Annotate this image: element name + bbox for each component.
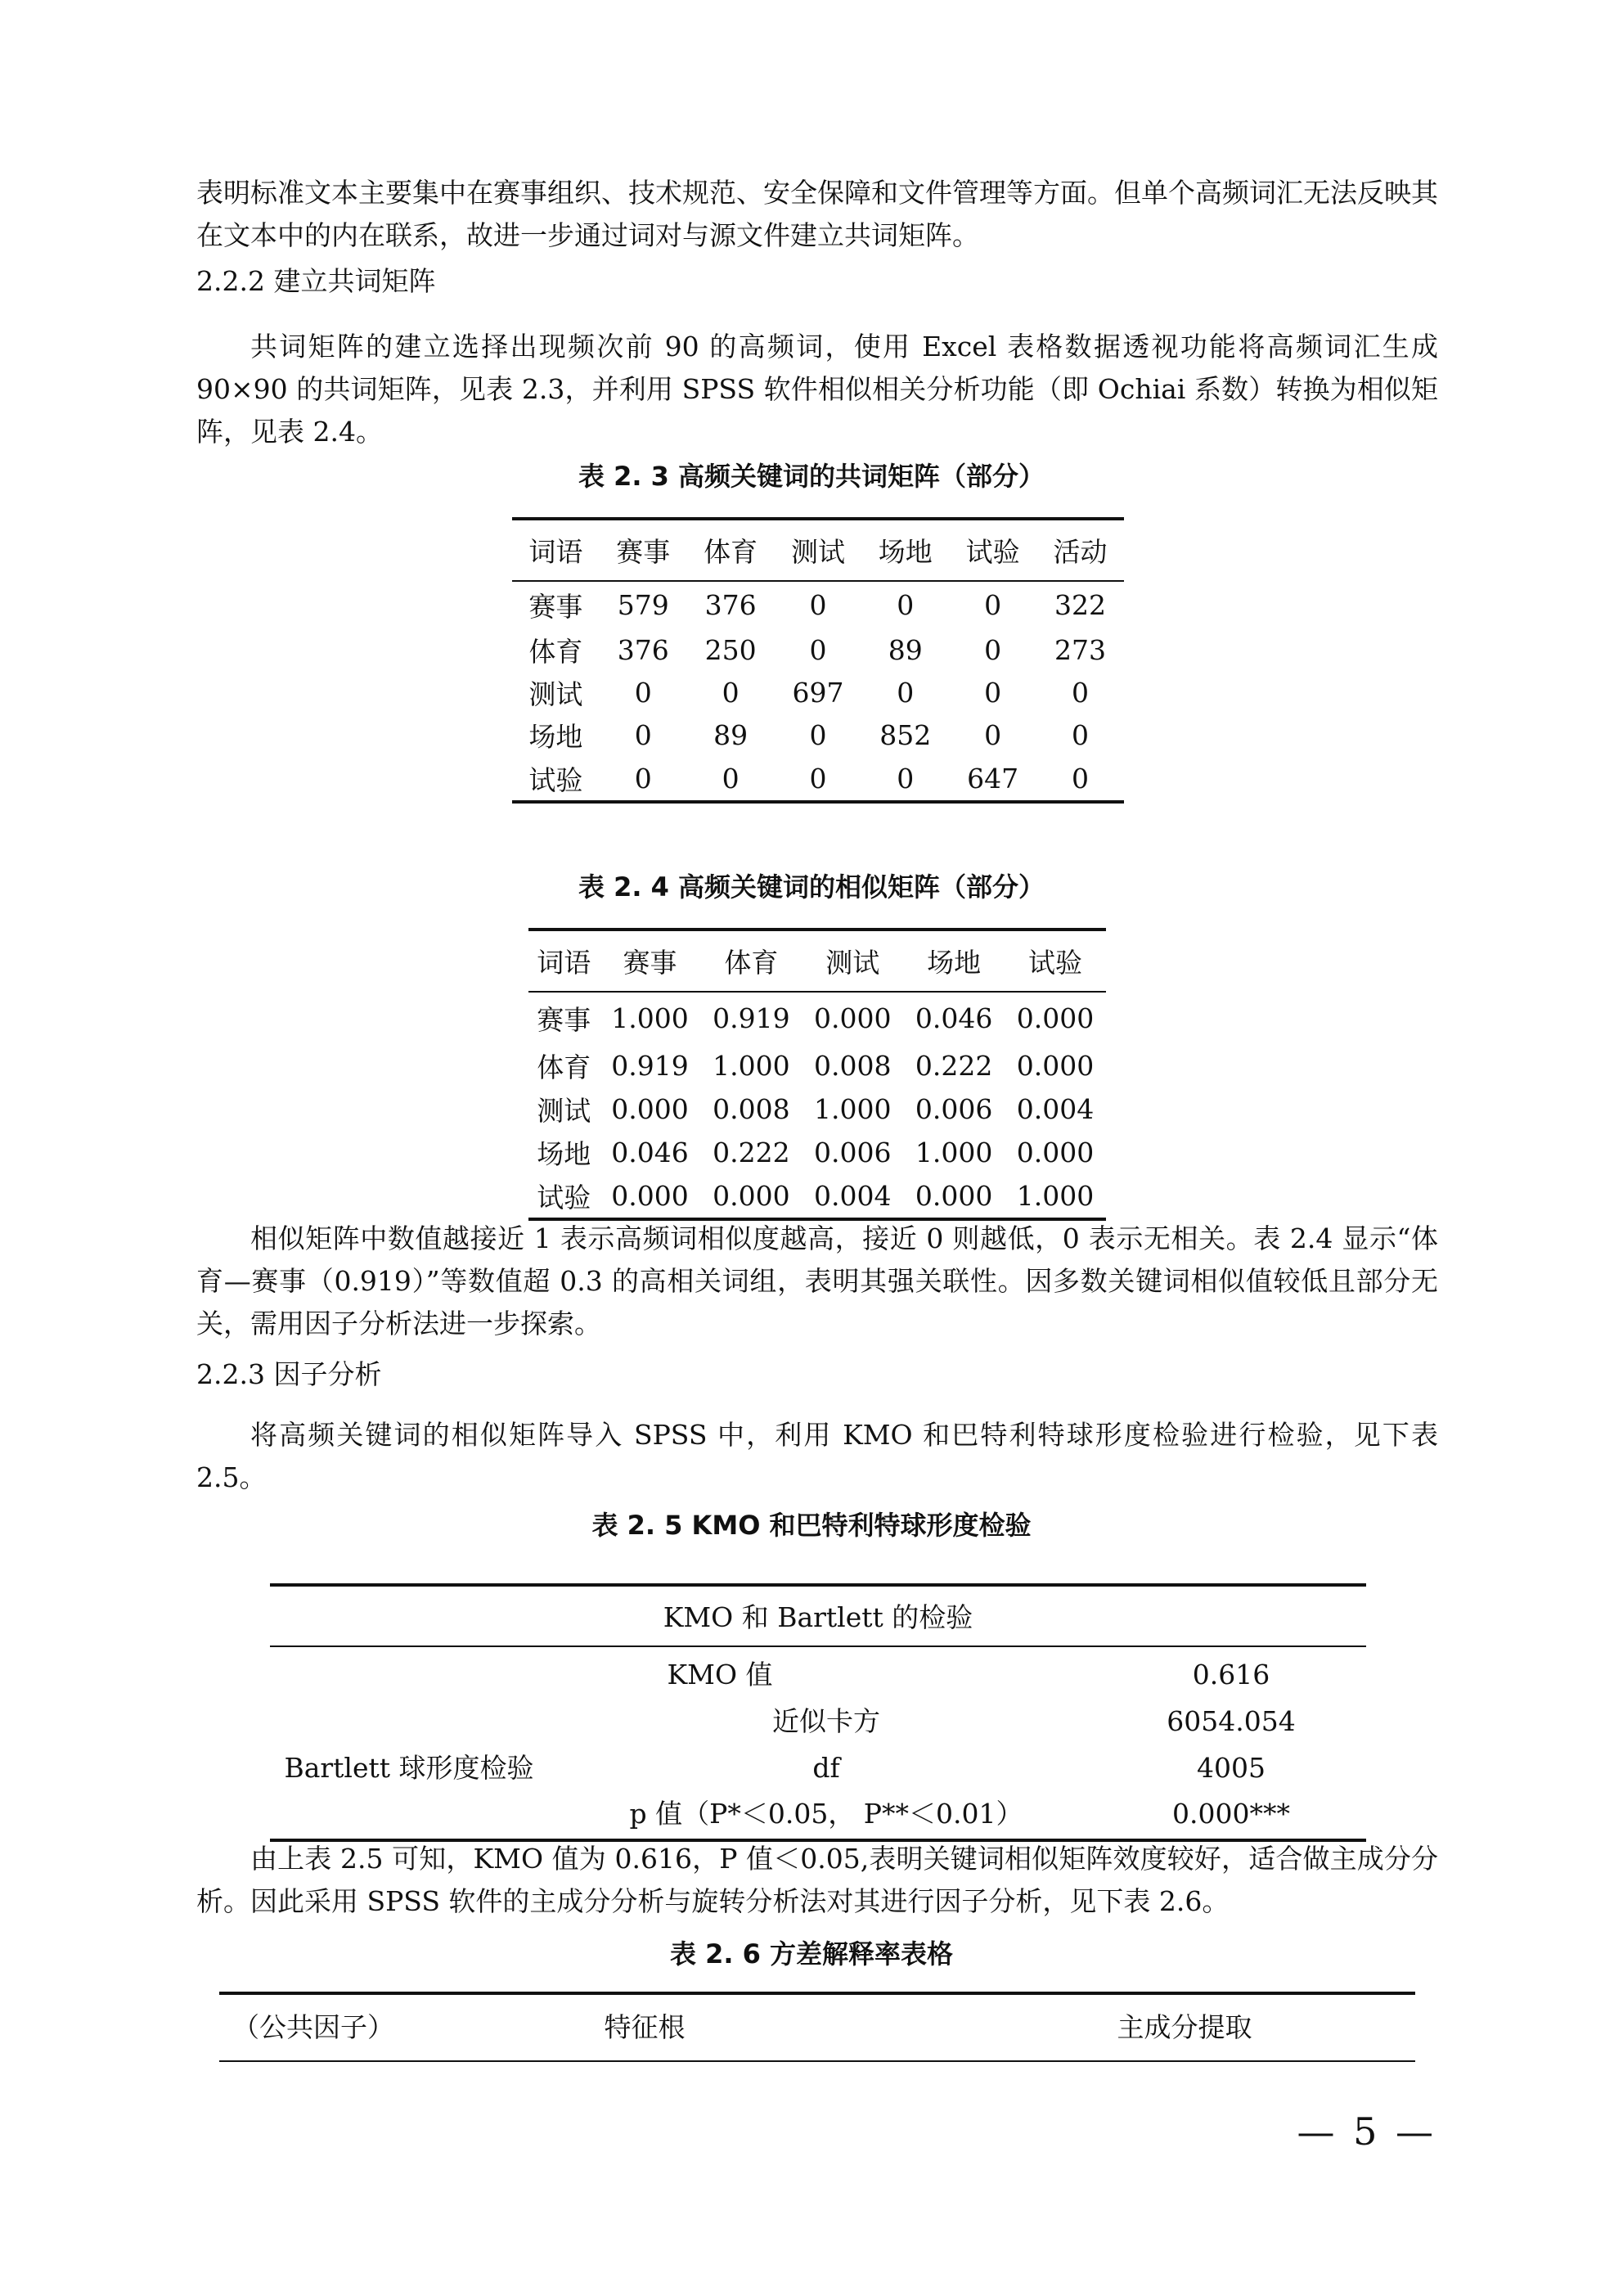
table-cell: 0.046 <box>611 1137 689 1168</box>
table-cell: KMO 值 <box>667 1659 773 1690</box>
table-cell: df <box>812 1752 840 1784</box>
table-similarity-matrix <box>528 928 1106 1221</box>
table-cell: 0.008 <box>814 1050 892 1082</box>
table-header-cell: 赛事 <box>616 536 671 568</box>
paragraph-kmo-result: 由上表 2.5 可知，KMO 值为 0.616，P 值＜0.05,表明关键词相似矩阵效度较好，适合做主成分分析。因此采用 SPSS 软件的主成分分析与旋转分析法对其进行因子分析，见下表 2.6。 <box>196 1843 1438 1917</box>
table-cell: 0 <box>634 762 652 795</box>
table-cell: 赛事 <box>537 1004 591 1036</box>
paragraph-similarity: 相似矩阵中数值越接近 1 表示高频词相似度越高，接近 0 则越低，0 表示无相关。表 2.4 显示“体育—赛事（0.919）”等数值超 0.3 的高相关词组，表明其强关联性。因多数关键词相似值较低且部分无关，需用因子分析法进一步探索。 <box>196 1222 1438 1339</box>
table-cell: 0 <box>984 589 1002 621</box>
table-cell: 0 <box>634 718 652 751</box>
table-cell: 场地 <box>528 720 583 753</box>
table-cell: 0 <box>1072 676 1090 709</box>
table-cell: 89 <box>713 718 749 751</box>
table-cell: 0.919 <box>713 1002 790 1034</box>
table-cell: 0.000 <box>814 1002 892 1034</box>
table-cell: 1.000 <box>915 1137 993 1168</box>
table-rule <box>270 1645 1366 1647</box>
section-heading-2-2-2: 2.2.2 建立共词矩阵 <box>196 265 436 297</box>
table-cell: 0 <box>897 589 915 621</box>
table-cell: 1.000 <box>1016 1180 1095 1212</box>
table-cell: 0 <box>809 718 827 751</box>
table-caption-2-4: 表 2. 4 高频关键词的相似矩阵（部分） <box>578 871 1045 903</box>
table-cell: 0.006 <box>814 1137 892 1168</box>
table-cell: 1.000 <box>611 1002 689 1034</box>
table-caption-2-6: 表 2. 6 方差解释率表格 <box>669 1938 954 1970</box>
table-rule <box>219 2060 1415 2062</box>
table-cell: 6054.054 <box>1167 1705 1296 1737</box>
table-cell: 0 <box>984 718 1002 751</box>
table-cell: 0.000 <box>1016 1002 1095 1034</box>
table-cell: 0 <box>984 676 1002 709</box>
table-header-cell: 赛事 <box>623 947 677 979</box>
table-header-cell: 场地 <box>878 536 933 568</box>
table-cell: 0 <box>809 589 827 621</box>
table-header-cell: 活动 <box>1053 536 1108 568</box>
table-cell: 0.046 <box>915 1002 993 1034</box>
table-cell: 0 <box>984 633 1002 666</box>
table-cell: 0.008 <box>713 1093 790 1125</box>
paragraph-kmo-intro: 将高频关键词的相似矩阵导入 SPSS 中，利用 KMO 和巴特利特球形度检验进行检验，见下表 2.5。 <box>196 1419 1438 1493</box>
table-row <box>512 756 1124 802</box>
table-cell: 0 <box>809 633 827 666</box>
table-header-cell: 测试 <box>825 947 880 979</box>
table-header-cell: 测试 <box>790 536 845 568</box>
table-cell: 试验 <box>528 763 583 796</box>
table-cell: 0.000 <box>611 1093 689 1125</box>
paragraph-intro: 表明标准文本主要集中在赛事组织、技术规范、安全保障和文件管理等方面。但单个高频词汇无法反映其在文本中的内在联系，故进一步通过词对与源文件建立共词矩阵。 <box>196 177 1438 251</box>
table-cell: Bartlett 球形度检验 <box>284 1752 534 1784</box>
table-cell: 852 <box>879 718 932 751</box>
table-cell: 1.000 <box>713 1050 790 1082</box>
page-number: — 5 — <box>1297 2109 1436 2154</box>
table-row <box>512 671 1124 714</box>
table-cell: 场地 <box>537 1138 591 1170</box>
table-cell: 4005 <box>1197 1752 1266 1784</box>
section-heading-2-2-3: 2.2.3 因子分析 <box>196 1358 382 1390</box>
table-cell: 0.000 <box>1016 1137 1095 1168</box>
table-cell: 250 <box>704 633 757 666</box>
table-cell: 0 <box>809 762 827 795</box>
table-row <box>512 714 1124 756</box>
table-cell: 376 <box>704 589 757 621</box>
table-row <box>528 1174 1106 1219</box>
table-header-cell: 主成分提取 <box>1117 2011 1252 2043</box>
table-row <box>528 1131 1106 1174</box>
table-cell: 0.616 <box>1192 1659 1270 1690</box>
table-cell: 测试 <box>537 1095 591 1127</box>
table-cell: 0.006 <box>915 1093 993 1125</box>
table-cell: 体育 <box>537 1051 591 1083</box>
table-header-cell: 词语 <box>528 536 583 568</box>
table-cell: 322 <box>1054 589 1107 621</box>
table-header-cell: 试验 <box>1028 947 1083 979</box>
table-header-cell: 体育 <box>724 947 779 979</box>
table-rule <box>270 1583 1366 1587</box>
table-cell: 647 <box>967 762 1019 795</box>
table-cell: 579 <box>617 589 669 621</box>
paragraph-cooccurrence: 共词矩阵的建立选择出现频次前 90 的高频词，使用 Excel 表格数据透视功能将高频词汇生成 90×90 的共词矩阵，见表 2.3，并利用 SPSS 软件相似相关分析功能（即 Ochiai 系数）转换为相似矩阵，见表 2.4。 <box>196 331 1438 448</box>
table-rule <box>219 1992 1415 1995</box>
table-cell: 273 <box>1054 633 1107 666</box>
table-row <box>528 1044 1106 1087</box>
table-cell: 0 <box>1072 762 1090 795</box>
table-cell: 体育 <box>528 635 583 668</box>
table-cell: 89 <box>888 633 923 666</box>
table-cell: 测试 <box>528 678 583 710</box>
table-cell: 0.000 <box>915 1180 993 1212</box>
table-cell: p 值（P*＜0.05， P**＜0.01） <box>629 1798 1023 1830</box>
table-cell: 赛事 <box>528 591 583 623</box>
table-cell: 0.004 <box>814 1180 892 1212</box>
table-cell: 0 <box>722 762 740 795</box>
table-cell: 0 <box>897 762 915 795</box>
table-cell: 0.222 <box>713 1137 790 1168</box>
table-row <box>512 628 1124 671</box>
table-cell: 试验 <box>537 1182 591 1213</box>
table-cell: 0.000 <box>713 1180 790 1212</box>
table-cell: 0 <box>722 676 740 709</box>
table-cell: 0 <box>634 676 652 709</box>
table-kmo-bartlett <box>270 1583 1366 1845</box>
table-cell: 0.000 <box>1016 1050 1095 1082</box>
table-cell: 1.000 <box>814 1093 892 1125</box>
table-cell: 0.000*** <box>1172 1798 1290 1830</box>
table-header-cell: 词语 <box>537 947 591 979</box>
table-cell: 376 <box>617 633 669 666</box>
table-row <box>512 581 1124 628</box>
table-caption-2-5: 表 2. 5 KMO 和巴特利特球形度检验 <box>591 1510 1032 1541</box>
table-cell: 0.919 <box>611 1050 689 1082</box>
table-caption-2-3: 表 2. 3 高频关键词的共词矩阵（部分） <box>578 461 1045 492</box>
table-cell: 0.004 <box>1016 1093 1095 1125</box>
table-cell: 0.222 <box>915 1050 993 1082</box>
table-cell: 0 <box>1072 718 1090 751</box>
table-cooccurrence-matrix <box>512 517 1124 804</box>
table-header-cell: （公共因子） <box>232 2011 394 2043</box>
table-header-cell: 体育 <box>704 536 758 568</box>
table-header-cell: 试验 <box>965 536 1020 568</box>
table-title-cell: KMO 和 Bartlett 的检验 <box>663 1601 973 1633</box>
table-header-cell: 特征根 <box>604 2011 686 2043</box>
table-header-cell: 场地 <box>927 947 982 979</box>
table-row <box>528 992 1106 1044</box>
table-cell: 697 <box>792 676 844 709</box>
table-cell: 0.000 <box>611 1180 689 1212</box>
table-cell: 0 <box>897 676 915 709</box>
table-variance-explained <box>219 1992 1415 2065</box>
table-row <box>528 1087 1106 1131</box>
table-cell: 近似卡方 <box>772 1705 880 1737</box>
